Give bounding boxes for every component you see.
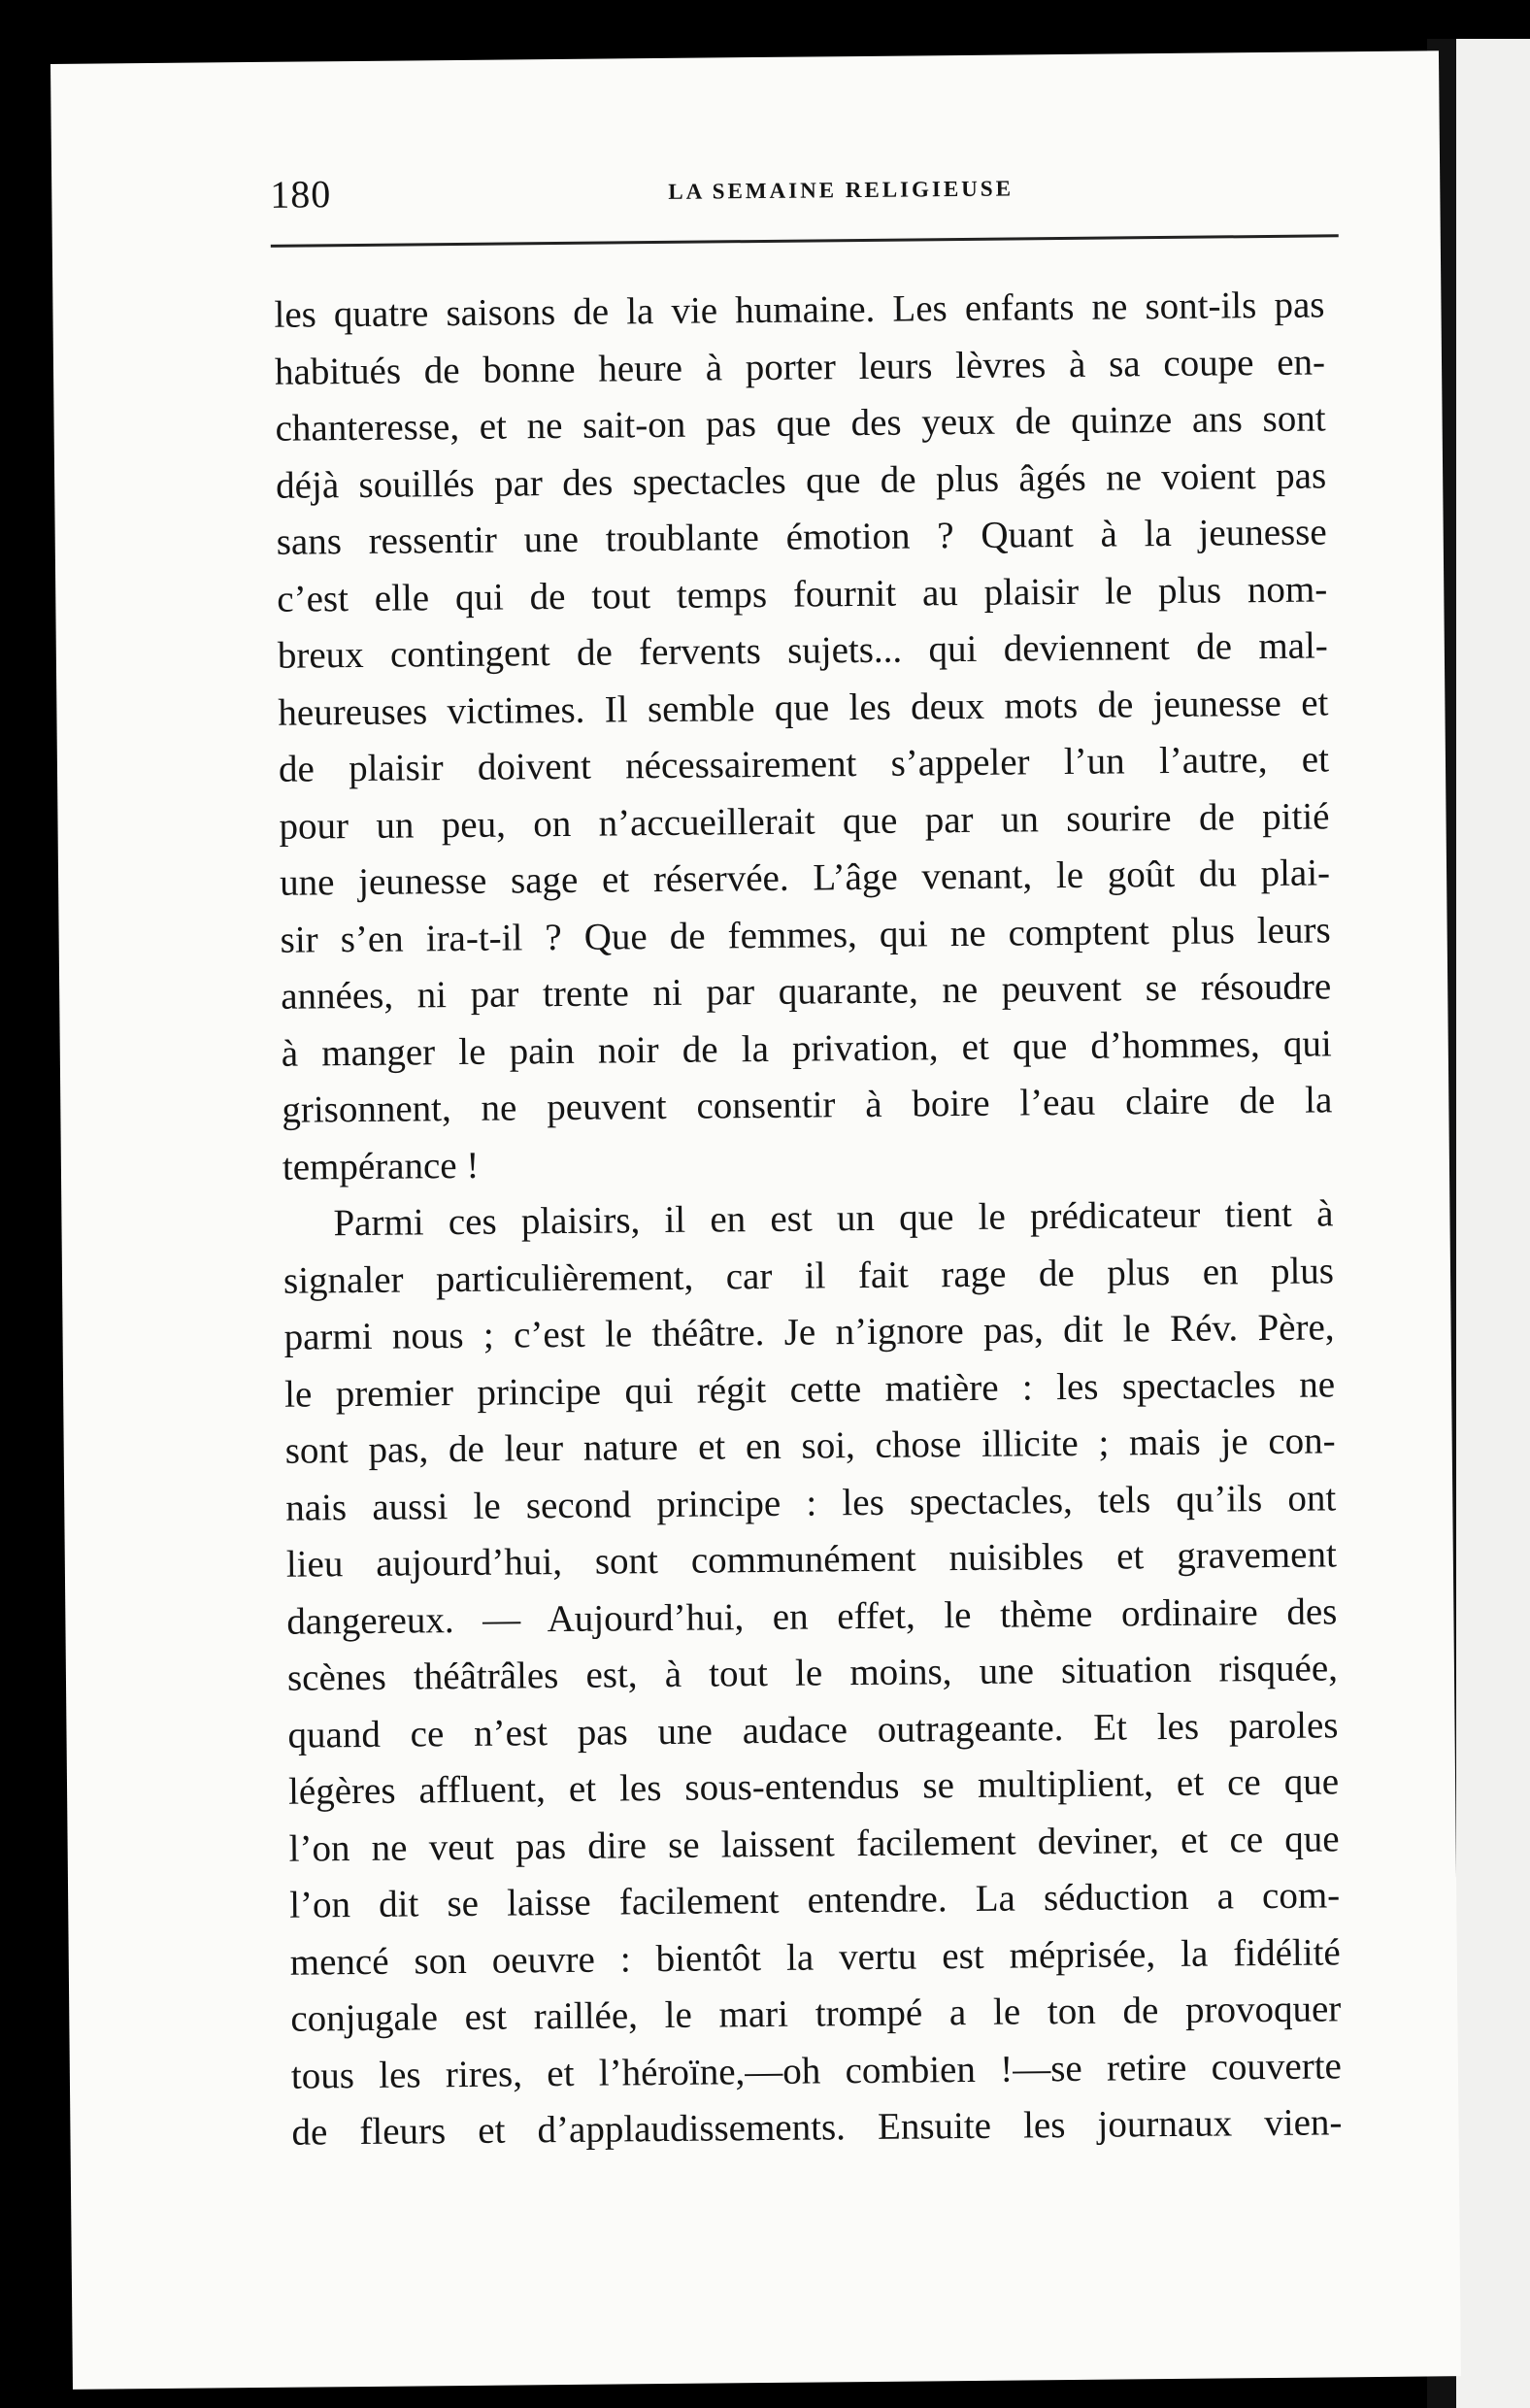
text-line: c’est elle qui de tout temps fournit au plaisir le plus nom-	[277, 567, 1328, 620]
text-line: grisonnent, ne peuvent consentir à boire l’eau claire de la	[282, 1079, 1333, 1131]
facing-page-edge	[1456, 39, 1530, 2408]
text-line: nais aussi le second principe : les spectacles, tels qu’ils ont	[285, 1476, 1337, 1529]
text-line: sir s’en ira-t-il ? Que de femmes, qui ne comptent plus leurs	[280, 908, 1331, 961]
book-page	[50, 50, 1461, 2390]
text-line: à manger le pain noir de la privation, et que d’hommes, qui	[281, 1021, 1332, 1075]
text-line: mencé son oeuvre : bientôt la vertu est méprisée, la fidélité	[289, 1930, 1341, 1984]
page-number: 180	[270, 172, 332, 217]
running-head: LA SEMAINE RELIGIEUSE	[668, 176, 1014, 204]
text-line: le premier principe qui régit cette matière : les spectacles ne	[283, 1362, 1336, 1416]
text-line: scènes théâtrâles est, à tout le moins, une situation risquée,	[286, 1647, 1339, 1699]
text-line: heureuses victimes. Il semble que les deux mots de jeunesse et	[278, 681, 1329, 734]
text-line: années, ni par trente ni par quarante, ne peuvent se résoudre	[281, 965, 1332, 1018]
text-line: chanteresse, et ne sait-on pas que des yeux de quinze ans sont	[275, 397, 1326, 450]
text-line: breux contingent de fervents sujets... qui deviennent de mal-	[277, 624, 1329, 677]
text-line: Parmi ces plaisirs, il en est un que le prédicateur tient à	[333, 1192, 1334, 1245]
text-line: sans ressentir une troublante émotion ? Quant à la jeunesse	[276, 511, 1327, 563]
text-line: pour un peu, on n’accueillerait que par un sourire de pitié	[279, 794, 1330, 848]
text-line: déjà souillés par des spectacles que de plus âgés ne voient pas	[275, 453, 1327, 507]
text-line: sont pas, de leur nature et en soi, chose illicite ; mais je con-	[284, 1420, 1336, 1472]
body-text	[274, 277, 1342, 2161]
page-header	[270, 153, 1339, 242]
text-line: lieu aujourd’hui, sont communément nuisibles et gravement	[285, 1533, 1338, 1586]
text-line: dangereux. — Aujourd’hui, en effet, le thème ordinaire des	[286, 1589, 1338, 1643]
text-line: conjugale est raillée, le mari trompé a le ton de provoquer	[290, 1988, 1342, 2040]
text-line: l’on ne veut pas dire se laissent facilement deviner, et ce que	[288, 1817, 1340, 1870]
text-line: les quatre saisons de la vie humaine. Les enfants ne sont-ils pas	[274, 284, 1325, 336]
text-line: quand ce n’est pas une audace outrageante. Et les paroles	[287, 1703, 1339, 1756]
text-line: légères affluent, et les sous-entendus se multiplient, et ce que	[287, 1760, 1340, 1813]
text-line: parmi nous ; c’est le théâtre. Je n’ignore pas, dit le Rév. Père,	[283, 1306, 1335, 1358]
text-line: une jeunesse sage et réservée. L’âge venant, le goût du plai-	[279, 852, 1331, 904]
text-line: tempérance !	[282, 1144, 480, 1188]
text-line: habitués de bonne heure à porter leurs lèvres à sa coupe en-	[274, 340, 1326, 393]
text-line: l’on dit se laisse facilement entendre. La séduction a com-	[289, 1874, 1341, 1926]
text-line: de plaisir doivent nécessairement s’appeler l’un l’autre, et	[278, 738, 1330, 790]
text-line: de fleurs et d’applaudissements. Ensuite les journaux vien-	[291, 2101, 1343, 2154]
text-line: tous les rires, et l’héroïne,—oh combien !—se retire couverte	[290, 2044, 1343, 2097]
text-line: signaler particulièrement, car il fait rage de plus en plus	[283, 1249, 1335, 1302]
